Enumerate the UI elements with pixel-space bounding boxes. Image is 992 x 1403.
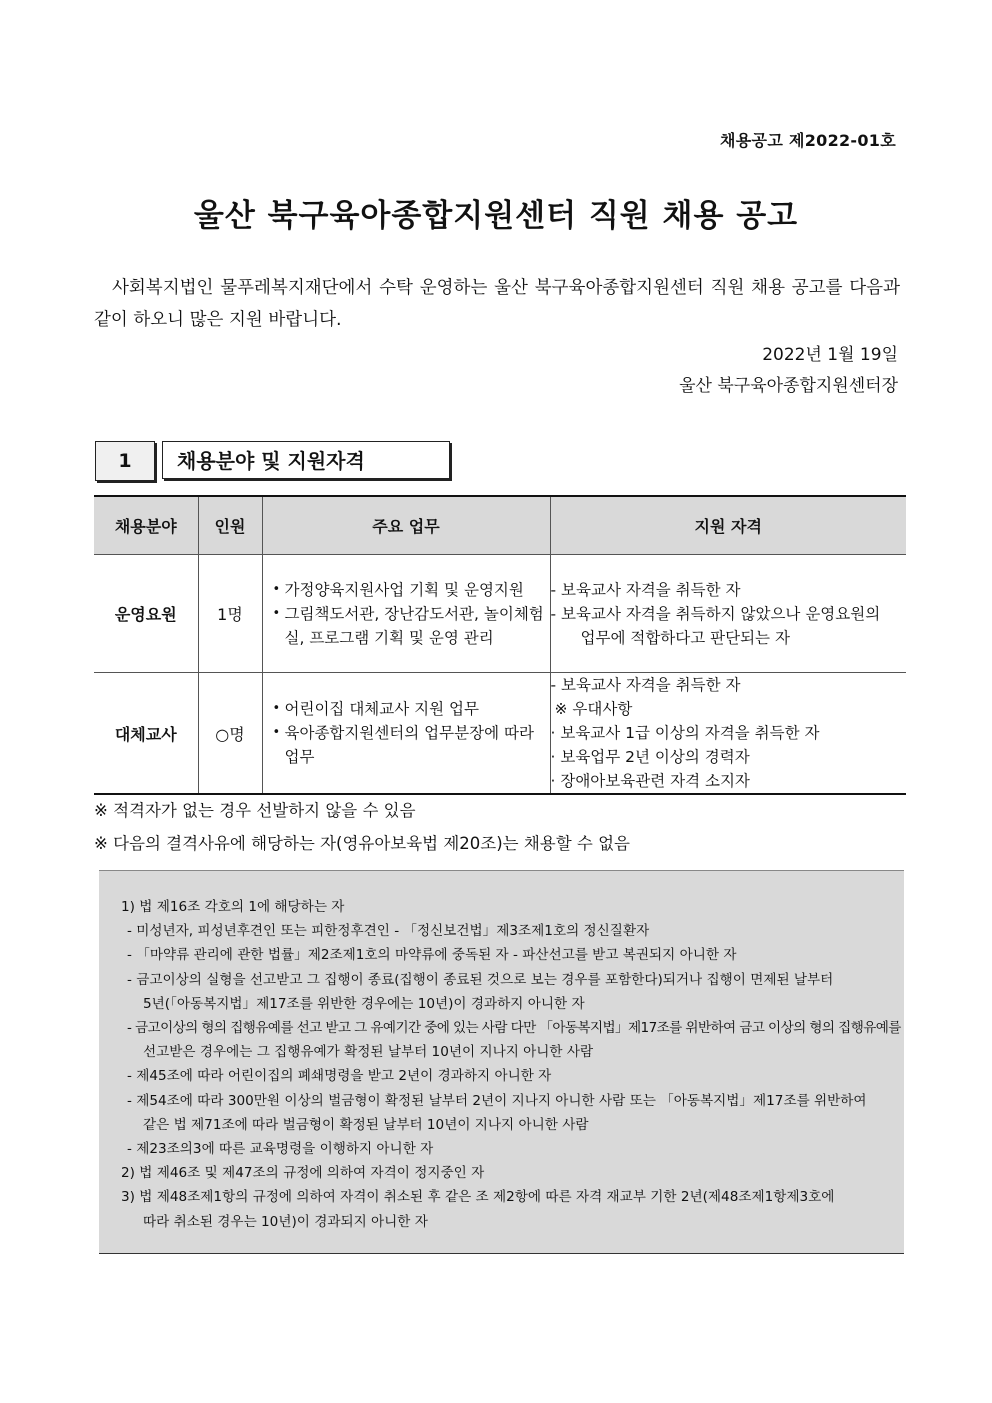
note-no-candidate: ※ 적격자가 없는 경우 선발하지 않을 수 있음 — [94, 801, 416, 820]
qual-line: 업무에 적합하다고 판단되는 자 — [580, 628, 790, 647]
disq-line: - 제45조에 따라 어린이집의 폐쇄명령을 받고 2년이 경과하지 아니한 자 — [127, 1068, 552, 1085]
disqualification-box — [99, 870, 904, 1254]
duty-item: • 육아종합지원센터의 업무분장에 따라 업무 — [273, 721, 550, 769]
disq-line: 같은 법 제71조에 따라 벌금형이 확정된 날부터 10년이 지나지 아니한 사람 — [143, 1116, 589, 1133]
table-row — [94, 555, 906, 673]
disq-line: 선고받은 경우에는 그 집행유예가 확정된 날부터 10년이 지나지 아니한 사람 — [143, 1044, 594, 1061]
disq-line: 3) 법 제48조제1항의 규정에 의하여 자격이 취소된 후 같은 조 제2항에 따른 자격 재교부 기한 2년(제48조제1항제3호에 — [121, 1189, 835, 1206]
section-number: 1 — [95, 441, 155, 481]
disq-line: 따라 취소된 경우는 10년)이 경과되지 아니한 자 — [143, 1213, 428, 1230]
field-cell: 운영요원 — [94, 555, 198, 673]
qual-line: · 장애아보육관련 자격 소지자 — [550, 772, 750, 790]
field-cell: 대체교사 — [94, 673, 198, 795]
qual-line: - 보육교사 자격을 취득한 자 — [550, 580, 741, 599]
disq-line: 5년(「아동복지법」제17조를 위반한 경우에는 10년)이 경과하지 아니한 자 — [143, 995, 585, 1012]
duty-item: • 그림책도서관, 장난감도서관, 놀이체험실, 프로그램 기획 및 운영 관리 — [273, 602, 550, 650]
disq-line: - 「마약류 관리에 관한 법률」제2조제1호의 마약류에 중독된 자 - 파산선고를 받고 복권되지 아니한 자 — [127, 947, 737, 964]
disq-line: - 제23조의3에 따른 교육명령을 이행하지 아니한 자 — [127, 1141, 434, 1158]
qual-line: ※ 우대사항 — [554, 700, 633, 718]
notice-number: 채용공고 제2022-01호 — [720, 131, 896, 150]
section-title: 채용분야 및 지원자격 — [162, 441, 450, 479]
notice-date: 2022년 1월 19일 — [762, 345, 898, 365]
intro-paragraph: 사회복지법인 물푸레복지재단에서 수탁 운영하는 울산 북구육아종합지원센터 직원 채용 공고를 다음과 같이 하오니 많은 지원 바랍니다. — [94, 278, 900, 330]
disq-line: - 제54조에 따라 300만원 이상의 벌금형이 확정된 날부터 2년이 지나지 아니한 사람 또는 「아동복지법」제17조를 위반하여 — [127, 1092, 867, 1109]
qual-line: · 보육교사 1급 이상의 자격을 취득한 자 — [550, 724, 820, 742]
duties-cell — [262, 555, 550, 673]
table-header-row — [94, 496, 906, 555]
disq-line: 1) 법 제16조 각호의 1에 해당하는 자 — [121, 899, 345, 915]
count-cell: 1명 — [198, 555, 262, 673]
duty-item: • 가정양육지원사업 기획 및 운영지원 — [273, 578, 550, 602]
header-qualifications: 지원 자격 — [550, 496, 906, 555]
header-duties: 주요 업무 — [262, 496, 550, 555]
table-row — [94, 673, 906, 795]
disq-line: - 금고이상의 실형을 선고받고 그 집행이 종료(집행이 종료된 것으로 보는 경우를 포함한다)되거나 집행이 면제된 날부터 — [127, 971, 834, 988]
duty-item: • 어린이집 대체교사 지원 업무 — [273, 697, 550, 721]
qual-line: - 보육교사 자격을 취득한 자 — [550, 676, 741, 694]
qualifications-cell — [550, 673, 906, 795]
qual-line: · 보육업무 2년 이상의 경력자 — [550, 748, 750, 766]
recruitment-table — [94, 495, 906, 795]
qual-line: - 보육교사 자격을 취득하지 않았으나 운영요원의 — [550, 604, 881, 623]
duties-cell — [262, 673, 550, 795]
page-title: 울산 북구육아종합지원센터 직원 채용 공고 — [193, 198, 799, 234]
disq-line: 2) 법 제46조 및 제47조의 규정에 의하여 자격이 정지중인 자 — [121, 1165, 485, 1182]
count-cell: ○명 — [198, 673, 262, 795]
issuer: 울산 북구육아종합지원센터장 — [679, 376, 898, 396]
header-count: 인원 — [198, 496, 262, 555]
header-field: 채용분야 — [94, 496, 198, 555]
disq-line: - 금고이상의 형의 집행유예를 선고 받고 그 유예기간 중에 있는 사람 다만 「아동복지법」제17조를 위반하여 금고 이상의 형의 집행유예를 — [127, 1020, 901, 1037]
qualifications-cell — [550, 555, 906, 673]
disq-line: - 미성년자, 피성년후견인 또는 피한정후견인 - 「정신보건법」제3조제1호의 정신질환자 — [127, 923, 650, 940]
note-disqualification: ※ 다음의 결격사유에 해당하는 자(영유아보육법 제20조)는 채용할 수 없음 — [94, 834, 630, 853]
